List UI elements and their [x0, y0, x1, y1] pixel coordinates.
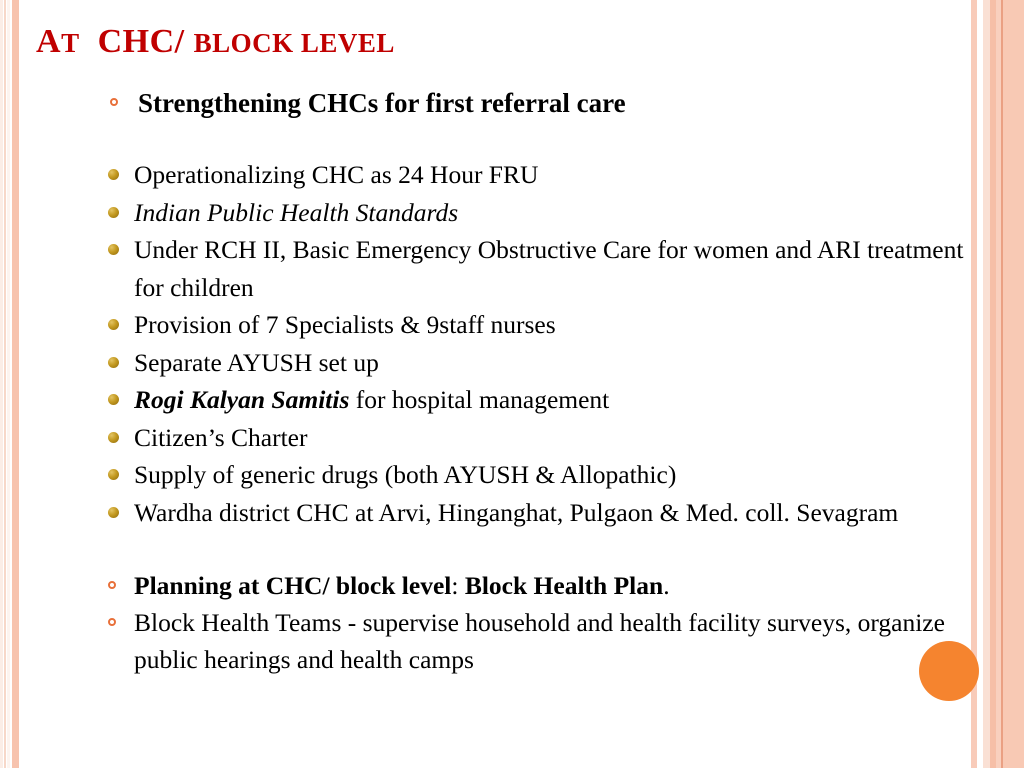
sphere-bullet-icon [108, 319, 119, 330]
bottom-item-bold-lead: Planning at CHC/ block level [134, 571, 452, 600]
list-item-label: Operationalizing CHC as 24 Hour FRU [134, 160, 539, 189]
list-item-label: Under RCH II, Basic Emergency Obstructive Care for women and ARI treatment for children [134, 235, 964, 302]
list-item-label: Provision of 7 Specialists & 9staff nurses [134, 310, 556, 339]
title-word-at-cap: A [36, 23, 62, 60]
list-item [104, 344, 964, 382]
left-stripe-1 [0, 0, 3, 768]
list-item [104, 194, 964, 232]
left-stripe-2 [4, 0, 6, 768]
ring-bullet-icon [108, 581, 116, 589]
left-stripe-3 [7, 0, 10, 768]
bottom-points-list [104, 567, 964, 678]
left-stripe-4 [12, 0, 19, 768]
right-stripe-7 [1003, 0, 1024, 768]
bottom-item-bold-term: Block Health Plan [464, 571, 664, 600]
list-item [104, 381, 964, 419]
list-item-label: Supply of generic drugs (both AYUSH & Allopathic) [134, 460, 677, 489]
list-item [104, 231, 964, 306]
sphere-bullet-icon [108, 394, 119, 405]
ring-bullet-icon [108, 618, 116, 626]
subheading-strengthening-chcs [104, 86, 964, 120]
list-item [104, 604, 964, 678]
list-item [104, 567, 964, 604]
list-item [104, 306, 964, 344]
spacer-before-bottom-list [104, 531, 964, 567]
list-item-label: Separate AYUSH set up [134, 347, 379, 377]
title-word-chc: CHC/ [97, 23, 185, 60]
title-word-block-level: BLOCK LEVEL [193, 28, 395, 58]
page-title [36, 22, 395, 63]
main-points-list [104, 156, 964, 531]
list-item [104, 494, 964, 532]
list-item-label: for hospital management [349, 385, 610, 414]
ring-bullet-icon [110, 98, 118, 106]
bottom-item-separator: : [451, 571, 465, 600]
list-item-label: Citizen’s Charter [134, 422, 308, 452]
sphere-bullet-icon [108, 432, 119, 443]
sphere-bullet-icon [108, 207, 119, 218]
sphere-bullet-icon [108, 469, 119, 480]
orange-circle-decoration [919, 641, 979, 701]
bottom-item-tail: . [663, 571, 670, 600]
sphere-bullet-icon [108, 507, 119, 518]
list-item [104, 456, 964, 494]
list-item [104, 419, 964, 457]
title-word-at-small: T [61, 28, 80, 58]
bottom-item-label: Block Health Teams - supervise household and health facility surveys, organize public hearings and health camps [134, 608, 945, 674]
slide-body [104, 86, 964, 678]
list-item [104, 156, 964, 194]
list-item-emphasis: Rogi Kalyan Samitis [134, 385, 350, 414]
list-item-label: Indian Public Health Standards [134, 197, 459, 227]
sphere-bullet-icon [108, 169, 119, 180]
sphere-bullet-icon [108, 244, 119, 255]
subheading-label: Strengthening CHCs for first referral care [138, 88, 626, 118]
sphere-bullet-icon [108, 357, 119, 368]
list-item-label: Wardha district CHC at Arvi, Hinganghat, Pulgaon & Med. coll. Sevagram [134, 497, 899, 527]
right-stripe-3 [983, 0, 990, 768]
spacer-after-subheading [104, 120, 964, 156]
